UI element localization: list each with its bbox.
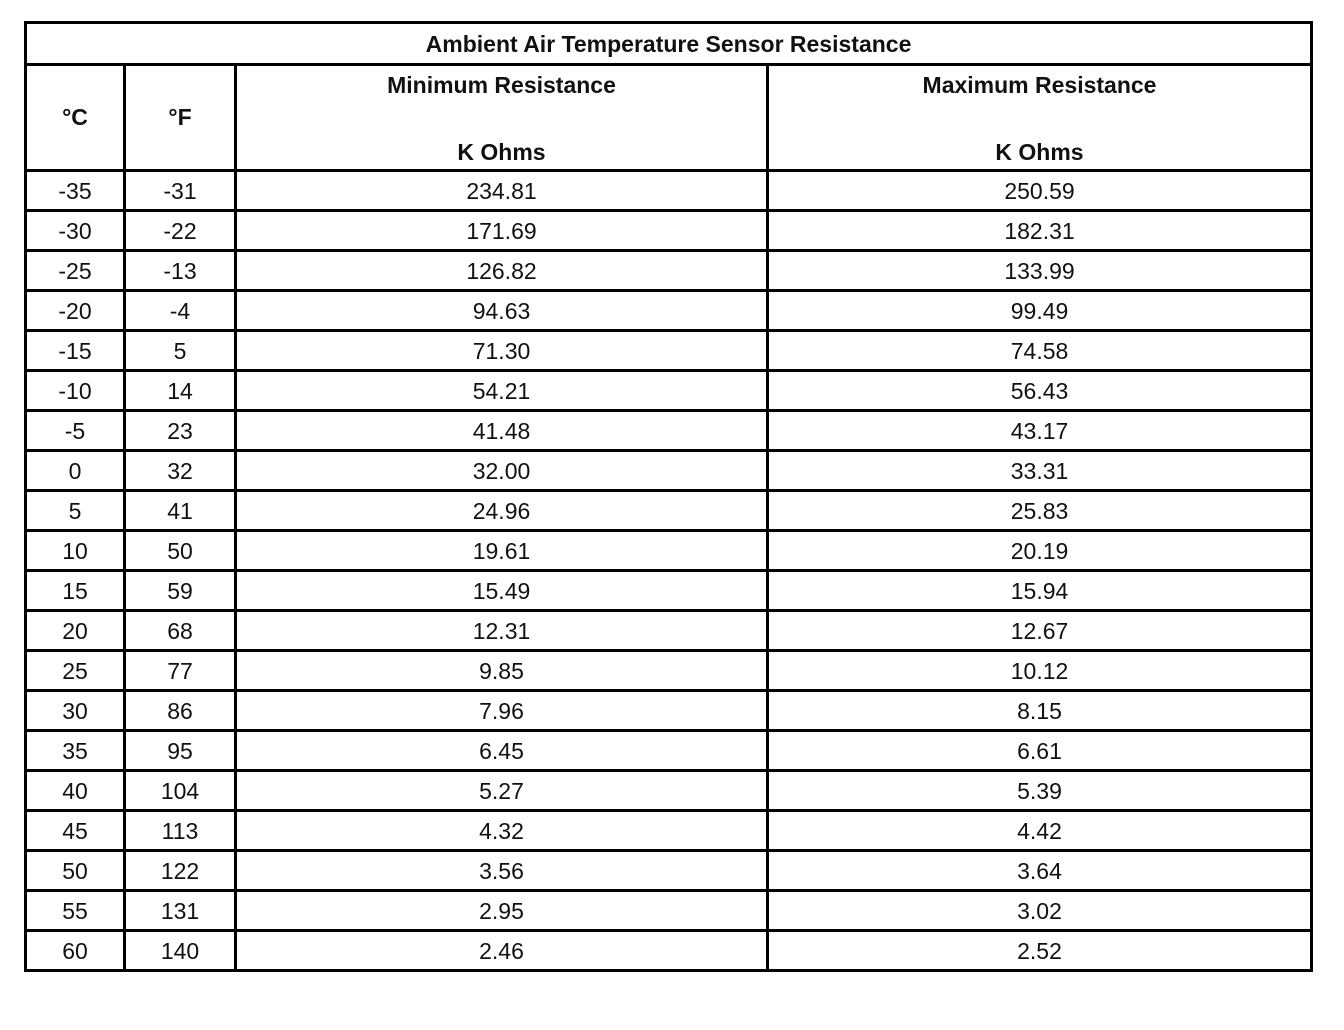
table-row	[26, 491, 1312, 531]
min-resistance-cell: 19.61	[236, 531, 768, 571]
celsius-cell: 50	[26, 851, 125, 891]
min-resistance-cell: 171.69	[236, 211, 768, 251]
table-title: Ambient Air Temperature Sensor Resistance	[26, 23, 1312, 65]
fahrenheit-cell: 86	[125, 691, 236, 731]
celsius-cell: 5	[26, 491, 125, 531]
min-resistance-cell: 4.32	[236, 811, 768, 851]
max-resistance-cell: 8.15	[768, 691, 1312, 731]
fahrenheit-cell: 23	[125, 411, 236, 451]
max-resistance-cell: 10.12	[768, 651, 1312, 691]
fahrenheit-cell: 50	[125, 531, 236, 571]
fahrenheit-cell: 95	[125, 731, 236, 771]
max-resistance-cell: 133.99	[768, 251, 1312, 291]
table-row	[26, 251, 1312, 291]
max-resistance-cell: 182.31	[768, 211, 1312, 251]
table-row	[26, 891, 1312, 931]
celsius-cell: 40	[26, 771, 125, 811]
fahrenheit-header: °F	[125, 65, 236, 171]
celsius-cell: -15	[26, 331, 125, 371]
max-resistance-cell: 2.52	[768, 931, 1312, 971]
table-row	[26, 211, 1312, 251]
min-resistance-cell: 7.96	[236, 691, 768, 731]
celsius-cell: 30	[26, 691, 125, 731]
min-resistance-cell: 2.46	[236, 931, 768, 971]
min-resistance-cell: 24.96	[236, 491, 768, 531]
fahrenheit-cell: 59	[125, 571, 236, 611]
celsius-cell: 20	[26, 611, 125, 651]
max-resistance-cell: 4.42	[768, 811, 1312, 851]
table-row	[26, 451, 1312, 491]
table-row	[26, 571, 1312, 611]
max-resistance-cell: 6.61	[768, 731, 1312, 771]
fahrenheit-cell: -4	[125, 291, 236, 331]
max-resistance-cell: 3.02	[768, 891, 1312, 931]
fahrenheit-cell: 140	[125, 931, 236, 971]
max-resistance-header	[768, 65, 1312, 171]
table-row	[26, 851, 1312, 891]
celsius-header: °C	[26, 65, 125, 171]
table-row	[26, 731, 1312, 771]
resistance-table	[24, 21, 1313, 972]
max-resistance-cell: 3.64	[768, 851, 1312, 891]
fahrenheit-cell: -22	[125, 211, 236, 251]
celsius-cell: 25	[26, 651, 125, 691]
table-row	[26, 531, 1312, 571]
max-resistance-cell: 74.58	[768, 331, 1312, 371]
table-row	[26, 331, 1312, 371]
table-row	[26, 651, 1312, 691]
min-resistance-cell: 3.56	[236, 851, 768, 891]
celsius-cell: -30	[26, 211, 125, 251]
celsius-cell: -5	[26, 411, 125, 451]
max-resistance-label: Maximum Resistance	[922, 72, 1157, 98]
min-resistance-cell: 41.48	[236, 411, 768, 451]
min-resistance-label: Minimum Resistance	[387, 72, 616, 98]
fahrenheit-cell: 32	[125, 451, 236, 491]
table-row	[26, 811, 1312, 851]
table-row	[26, 411, 1312, 451]
table-row	[26, 771, 1312, 811]
table-row	[26, 291, 1312, 331]
fahrenheit-cell: 122	[125, 851, 236, 891]
celsius-cell: 35	[26, 731, 125, 771]
max-resistance-cell: 12.67	[768, 611, 1312, 651]
fahrenheit-cell: 131	[125, 891, 236, 931]
celsius-cell: -35	[26, 171, 125, 211]
table-row	[26, 371, 1312, 411]
fahrenheit-cell: 41	[125, 491, 236, 531]
table-body	[26, 171, 1312, 971]
max-resistance-cell: 5.39	[768, 771, 1312, 811]
fahrenheit-cell: 14	[125, 371, 236, 411]
celsius-cell: 55	[26, 891, 125, 931]
fahrenheit-cell: -31	[125, 171, 236, 211]
fahrenheit-cell: 113	[125, 811, 236, 851]
fahrenheit-cell: 5	[125, 331, 236, 371]
max-resistance-cell: 250.59	[768, 171, 1312, 211]
celsius-cell: 60	[26, 931, 125, 971]
min-resistance-unit: K Ohms	[457, 139, 546, 165]
min-resistance-cell: 126.82	[236, 251, 768, 291]
min-resistance-cell: 54.21	[236, 371, 768, 411]
min-resistance-cell: 94.63	[236, 291, 768, 331]
celsius-cell: -10	[26, 371, 125, 411]
celsius-cell: 15	[26, 571, 125, 611]
min-resistance-cell: 12.31	[236, 611, 768, 651]
min-resistance-cell: 71.30	[236, 331, 768, 371]
fahrenheit-cell: 77	[125, 651, 236, 691]
max-resistance-cell: 56.43	[768, 371, 1312, 411]
fahrenheit-cell: -13	[125, 251, 236, 291]
min-resistance-cell: 5.27	[236, 771, 768, 811]
max-resistance-cell: 15.94	[768, 571, 1312, 611]
min-resistance-cell: 234.81	[236, 171, 768, 211]
header-row	[26, 65, 1312, 171]
celsius-cell: 10	[26, 531, 125, 571]
max-resistance-cell: 99.49	[768, 291, 1312, 331]
min-resistance-header	[236, 65, 768, 171]
title-row	[26, 23, 1312, 65]
max-resistance-unit: K Ohms	[995, 139, 1084, 165]
max-resistance-cell: 43.17	[768, 411, 1312, 451]
fahrenheit-cell: 68	[125, 611, 236, 651]
celsius-cell: -20	[26, 291, 125, 331]
table-row	[26, 931, 1312, 971]
table-row	[26, 171, 1312, 211]
min-resistance-cell: 6.45	[236, 731, 768, 771]
celsius-cell: -25	[26, 251, 125, 291]
min-resistance-cell: 2.95	[236, 891, 768, 931]
celsius-cell: 45	[26, 811, 125, 851]
max-resistance-cell: 25.83	[768, 491, 1312, 531]
min-resistance-cell: 15.49	[236, 571, 768, 611]
min-resistance-cell: 32.00	[236, 451, 768, 491]
max-resistance-cell: 33.31	[768, 451, 1312, 491]
table-row	[26, 691, 1312, 731]
celsius-cell: 0	[26, 451, 125, 491]
max-resistance-cell: 20.19	[768, 531, 1312, 571]
table-row	[26, 611, 1312, 651]
min-resistance-cell: 9.85	[236, 651, 768, 691]
fahrenheit-cell: 104	[125, 771, 236, 811]
